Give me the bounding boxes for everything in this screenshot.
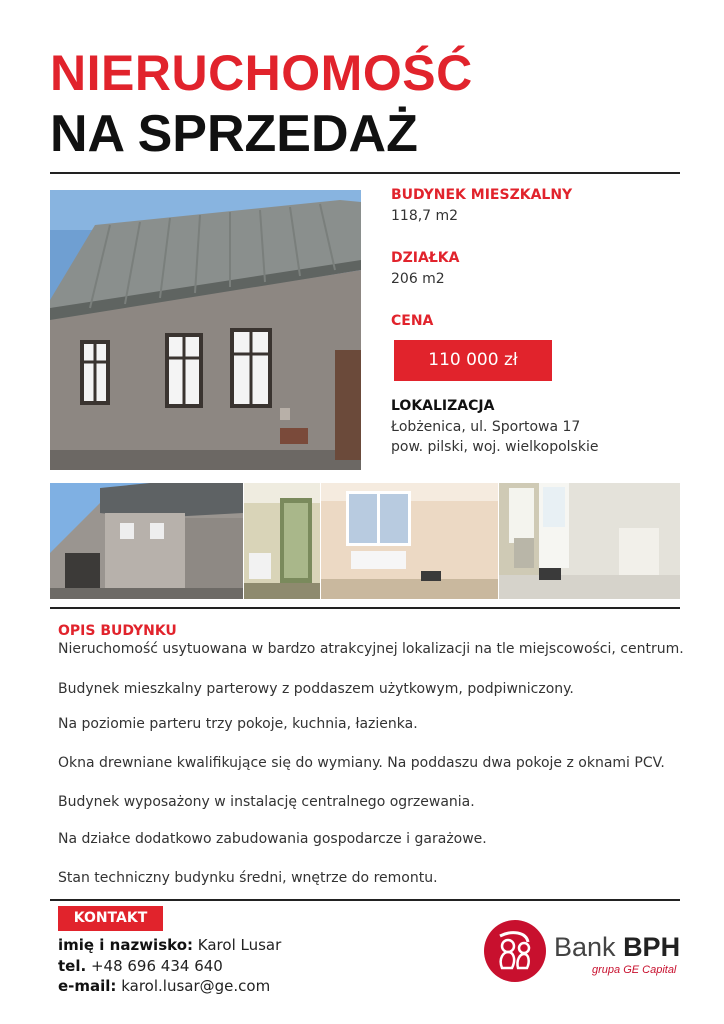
description-paragraph: Budynek mieszkalny parterowy z poddaszem użytkowym, podpiwniczony. (58, 681, 574, 697)
contact-phone[interactable]: +48 696 434 640 (90, 957, 223, 975)
description-title: OPIS BUDYNKU (58, 623, 177, 639)
description-paragraph: Na działce dodatkowo zabudowania gospodarcze i garażowe. (58, 831, 487, 847)
location-address: Łobżenica, ul. Sportowa 17 (391, 419, 581, 435)
contact-name-label: imię i nazwisko: (58, 936, 194, 954)
contact-email[interactable]: karol.lusar@ge.com (121, 977, 271, 995)
section-divider (50, 607, 680, 609)
description-paragraph: Stan techniczny budynku średni, wnętrze do remontu. (58, 870, 438, 886)
contact-email-label: e-mail: (58, 977, 117, 995)
contact-name-line (58, 936, 281, 954)
price-label: CENA (391, 313, 434, 329)
building-label: BUDYNEK MIESZKALNY (391, 187, 573, 203)
building-area: 118,7 m2 (391, 208, 459, 224)
bank-logo-mark-icon (482, 918, 548, 984)
header-divider (50, 172, 680, 174)
description-paragraph: Okna drewniane kwalifikujące się do wymiany. Na poddaszu dwa pokoje z oknami PCV. (58, 755, 665, 771)
contact-divider (50, 899, 680, 901)
gallery-photo-room (321, 483, 498, 599)
gallery-photo-kitchen (499, 483, 680, 599)
price-badge: 110 000 zł (394, 340, 552, 381)
bank-logo (482, 918, 682, 990)
gallery-photo-exterior (50, 483, 243, 599)
contact-name: Karol Lusar (197, 936, 282, 954)
contact-phone-line (58, 957, 223, 975)
bank-logo-name-bold: BPH (623, 932, 681, 962)
plot-area: 206 m2 (391, 271, 445, 287)
location-label: LOKALIZACJA (391, 398, 495, 414)
location-region: pow. pilski, woj. wielkopolskie (391, 439, 599, 455)
title-line-1: NIERUCHOMOŚĆ (50, 45, 473, 101)
description-paragraph: Budynek wyposażony w instalację centralnego ogrzewania. (58, 794, 475, 810)
description-paragraph: Nieruchomość usytuowana w bardzo atrakcyjnej lokalizacji na tle miejscowości, centrum. (58, 641, 684, 657)
contact-phone-label: tel. (58, 957, 87, 975)
plot-label: DZIAŁKA (391, 250, 460, 266)
title-line-2: NA SPRZEDAŻ (50, 105, 418, 163)
main-house-photo (50, 190, 361, 470)
contact-email-line (58, 977, 270, 995)
description-paragraph: Na poziomie parteru trzy pokoje, kuchnia, łazienka. (58, 716, 418, 732)
contact-badge: KONTAKT (58, 906, 163, 931)
gallery-photo-hallway (244, 483, 320, 599)
bank-logo-name-light: Bank (554, 932, 616, 962)
bank-logo-name (554, 932, 680, 963)
bank-logo-tagline: grupa GE Capital (592, 964, 677, 976)
